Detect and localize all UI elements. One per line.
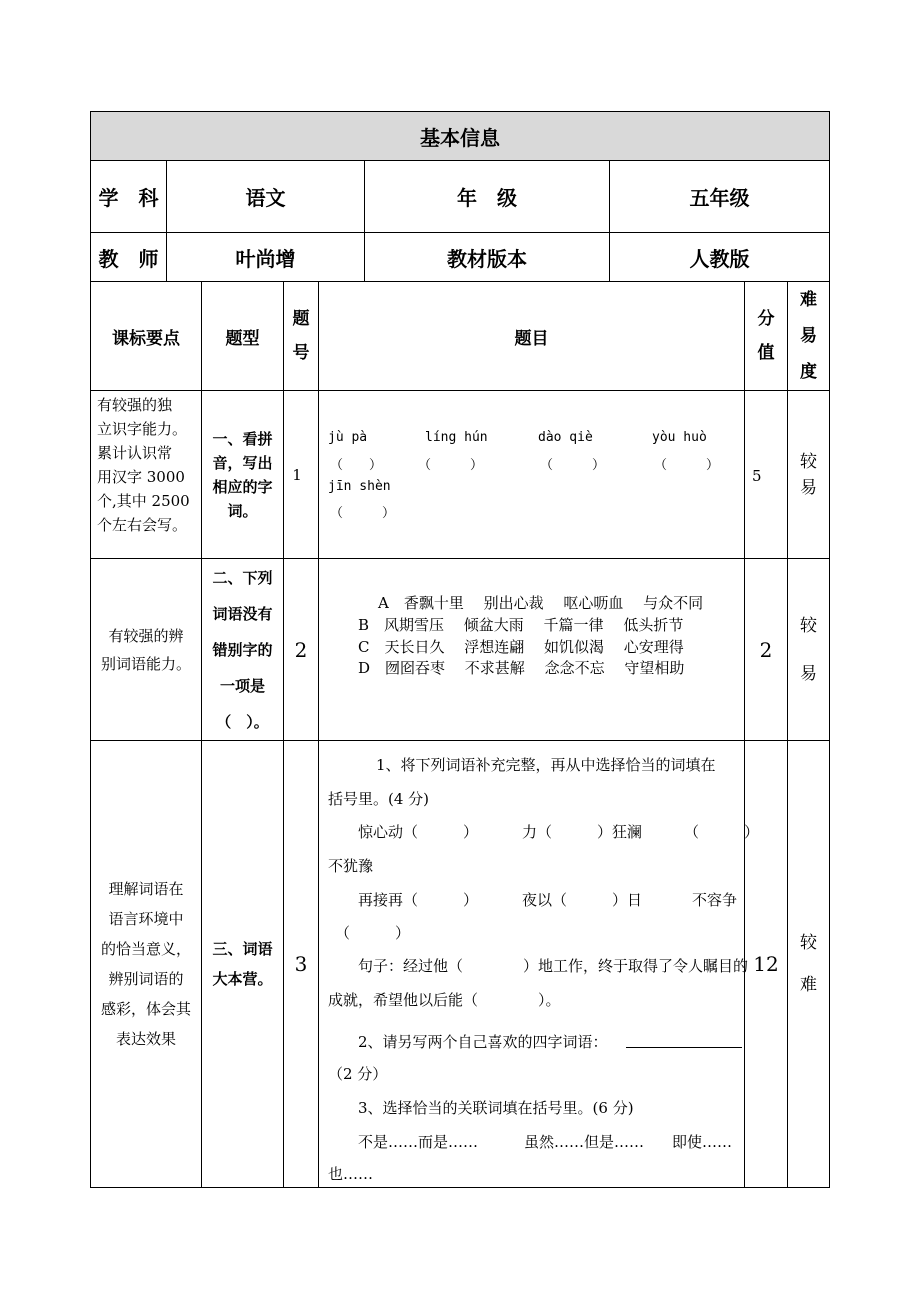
answer-bracket-1[interactable]: （ ）	[330, 458, 383, 473]
grade-label: 年 级	[457, 186, 517, 210]
q3-option-1: 不是……而是……	[358, 1133, 479, 1151]
sentence-line1[interactable]: 句子：经过他（ ）地工作，终于取得了令人瞩目的	[358, 957, 749, 975]
pinyin-5: jīn shèn	[328, 479, 391, 494]
edition-label: 教材版本	[447, 246, 527, 271]
pinyin-2: líng hún	[425, 430, 488, 445]
row1-difficulty: 较 易	[800, 451, 817, 498]
option-b[interactable]: B 风期雪压 倾盆大雨 千篇一律 低头折节	[358, 616, 684, 634]
q1-intro-line2: 括号里。(4 分)	[328, 790, 430, 808]
q3-text: 3、选择恰当的关联词填在括号里。(6 分)	[358, 1099, 634, 1117]
option-d[interactable]: D 囫囵吞枣 不求甚解 念念不忘 守望相助	[358, 659, 685, 677]
idiom-blank-6[interactable]: 不容争	[692, 891, 738, 909]
pinyin-4: yòu huò	[652, 430, 707, 445]
row3-standard: 理解词语在 语言环境中 的恰当意义， 辨别词语的 感彩，体会其 表达效果	[100, 880, 191, 1048]
option-a[interactable]: A 香飘十里 别出心裁 呕心呖血 与众不同	[378, 594, 704, 612]
answer-bracket-3[interactable]: （ ）	[540, 458, 606, 473]
idiom-blank-4[interactable]: 再接再（ ）	[358, 891, 479, 909]
row3-difficulty: 较 难	[800, 933, 817, 995]
q2-text: 2、请另写两个自己喜欢的四字词语：	[358, 1033, 608, 1051]
row2-number: 2	[294, 637, 308, 662]
page-title: 基本信息	[91, 112, 829, 160]
pinyin-3: dào qiè	[538, 430, 593, 445]
grade-value: 五年级	[689, 186, 750, 210]
teacher-value: 叶尚增	[235, 246, 296, 271]
row1-score: 5	[752, 467, 762, 485]
column-header-type: 题型	[225, 328, 260, 349]
row2-score: 2	[759, 637, 773, 662]
subject-label: 学 科	[98, 186, 159, 210]
row1-type: 一、看拼 音，写出 相应的字 词。	[212, 429, 273, 520]
option-c[interactable]: C 天长日久 浮想连翩 如饥似渴 心安理得	[358, 638, 684, 656]
q3-option-2: 虽然……但是……	[524, 1133, 645, 1151]
column-header-standard: 课标要点	[112, 328, 180, 349]
column-header-score: 分 值	[757, 309, 775, 363]
idiom-blank-1[interactable]: 惊心动（ ）	[358, 823, 479, 841]
answer-bracket-4[interactable]: （ ）	[654, 458, 720, 473]
row2-standard: 有较强的辨 别词语能力。	[100, 626, 191, 673]
pinyin-1: jù pà	[328, 430, 368, 445]
idiom-blank-3[interactable]: （ ）	[684, 823, 760, 841]
idiom-tail-1: 不犹豫	[328, 857, 374, 875]
sentence-line2[interactable]: 成就，希望他以后能（ ）。	[328, 991, 561, 1009]
row2-difficulty: 较 易	[800, 615, 817, 684]
column-header-question: 题目	[514, 328, 549, 349]
row1-standard: 有较强的独 立识字能力。 累计认识常 用汉字 3000 个,其中 2500 个左右会写。	[97, 396, 190, 534]
edition-value: 人教版	[689, 246, 750, 271]
q3-tail: 也……	[328, 1165, 374, 1183]
answer-bracket-2[interactable]: （ ）	[418, 458, 484, 473]
column-header-number: 题 号	[292, 309, 310, 363]
idiom-blank-5[interactable]: 夜以（ ）日	[522, 891, 643, 909]
q3-option-3: 即使……	[672, 1133, 733, 1151]
idiom-blank-2[interactable]: 力（ ）狂澜	[522, 823, 643, 841]
q2-score: （2 分）	[328, 1065, 388, 1083]
row3-number: 3	[294, 952, 308, 976]
row3-type: 三、词语 大本营。	[212, 940, 273, 988]
answer-bracket-5[interactable]: （ ）	[330, 506, 396, 521]
subject-value: 语文	[245, 186, 286, 210]
column-header-difficulty: 难 易 度	[800, 290, 817, 382]
row1-number: 1	[292, 465, 302, 484]
q1-intro-line1: 1、将下列词语补充完整，再从中选择恰当的词填在	[376, 756, 716, 774]
teacher-label: 教 师	[98, 246, 159, 271]
row3-score: 12	[753, 952, 779, 976]
idiom-tail-2[interactable]: （ ）	[335, 924, 411, 942]
q2-answer-line[interactable]	[626, 1047, 742, 1048]
row2-type: 二、下列 词语没有 错别字的 一项是 （ ）。	[212, 568, 273, 731]
